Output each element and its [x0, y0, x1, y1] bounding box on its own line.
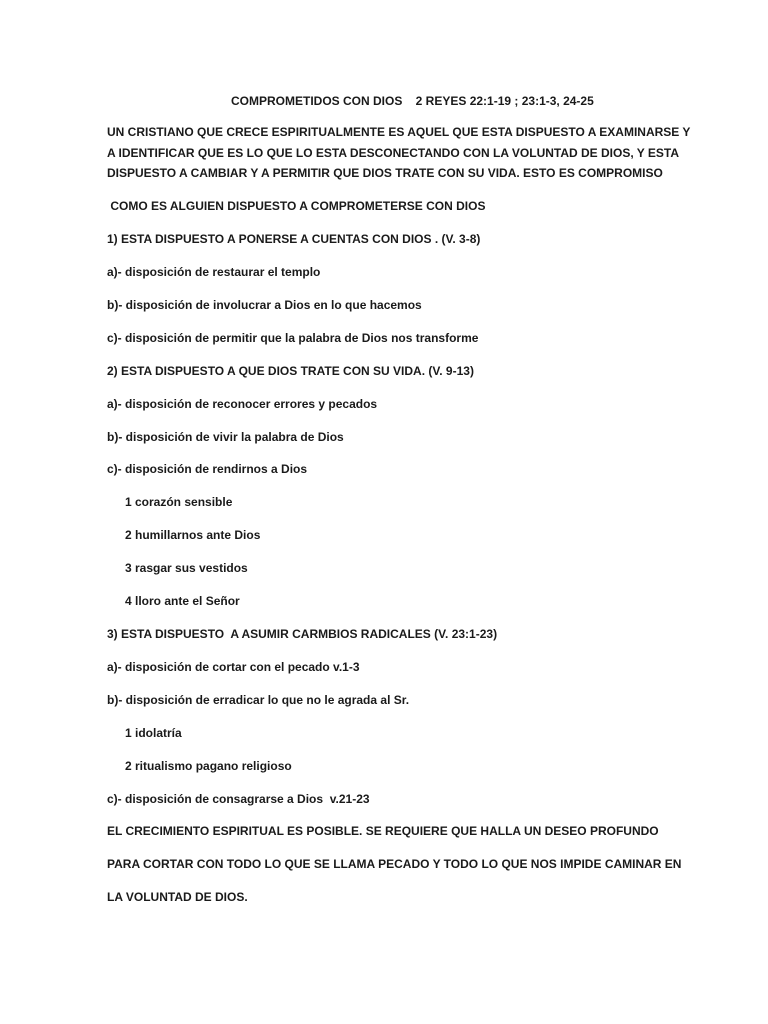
intro-line-1: UN CRISTIANO QUE CRECE ESPIRITUALMENTE ES AQUEL QUE ESTA DISPUESTO A EXAMINARSE Y	[107, 125, 691, 139]
section2-item-c: c)- disposición de rendirnos a Dios	[107, 462, 308, 476]
section2-subitem-2: 2 humillarnos ante Dios	[125, 528, 261, 542]
section3-item-b: b)- disposición de erradicar lo que no le agrada al Sr.	[107, 693, 410, 707]
document-title: COMPROMETIDOS CON DIOS 2 REYES 22:1-19 ; 23:1-3, 24-25	[231, 94, 594, 108]
section2-heading: 2) ESTA DISPUESTO A QUE DIOS TRATE CON SU VIDA. (V. 9-13)	[107, 364, 474, 378]
section2-item-b: b)- disposición de vivir la palabra de Dios	[107, 430, 344, 444]
intro-line-3: DISPUESTO A CAMBIAR Y A PERMITIR QUE DIOS TRATE CON SU VIDA. ESTO ES COMPROMISO	[107, 166, 663, 180]
section3-subitem-1: 1 idolatría	[125, 726, 182, 740]
section2-item-a: a)- disposición de reconocer errores y pecados	[107, 397, 378, 411]
section3-heading: 3) ESTA DISPUESTO A ASUMIR CARMBIOS RADICALES (V. 23:1-23)	[107, 627, 498, 641]
section3-item-c: c)- disposición de consagrarse a Dios v.21-23	[107, 792, 370, 806]
section3-subitem-2: 2 ritualismo pagano religioso	[125, 759, 292, 773]
section2-subitem-3: 3 rasgar sus vestidos	[125, 561, 248, 575]
conclusion-line-1: EL CRECIMIENTO ESPIRITUAL ES POSIBLE. SE REQUIERE QUE HALLA UN DESEO PROFUNDO	[107, 824, 659, 838]
conclusion-line-3: LA VOLUNTAD DE DIOS.	[107, 890, 248, 904]
section1-heading: 1) ESTA DISPUESTO A PONERSE A CUENTAS CON DIOS . (V. 3-8)	[107, 232, 481, 246]
section2-subitem-1: 1 corazón sensible	[125, 495, 233, 509]
section1-item-b: b)- disposición de involucrar a Dios en lo que hacemos	[107, 298, 422, 312]
section2-subitem-4: 4 lloro ante el Señor	[125, 594, 240, 608]
conclusion-line-2: PARA CORTAR CON TODO LO QUE SE LLAMA PECADO Y TODO LO QUE NOS IMPIDE CAMINAR EN	[107, 857, 682, 871]
section3-item-a: a)- disposición de cortar con el pecado v.1-3	[107, 660, 360, 674]
question-line: COMO ES ALGUIEN DISPUESTO A COMPROMETERSE CON DIOS	[107, 199, 486, 213]
section1-item-c: c)- disposición de permitir que la palabra de Dios nos transforme	[107, 331, 479, 345]
section1-item-a: a)- disposición de restaurar el templo	[107, 265, 321, 279]
intro-line-2: A IDENTIFICAR QUE ES LO QUE LO ESTA DESCONECTANDO CON LA VOLUNTAD DE DIOS, Y ESTA	[107, 146, 680, 160]
